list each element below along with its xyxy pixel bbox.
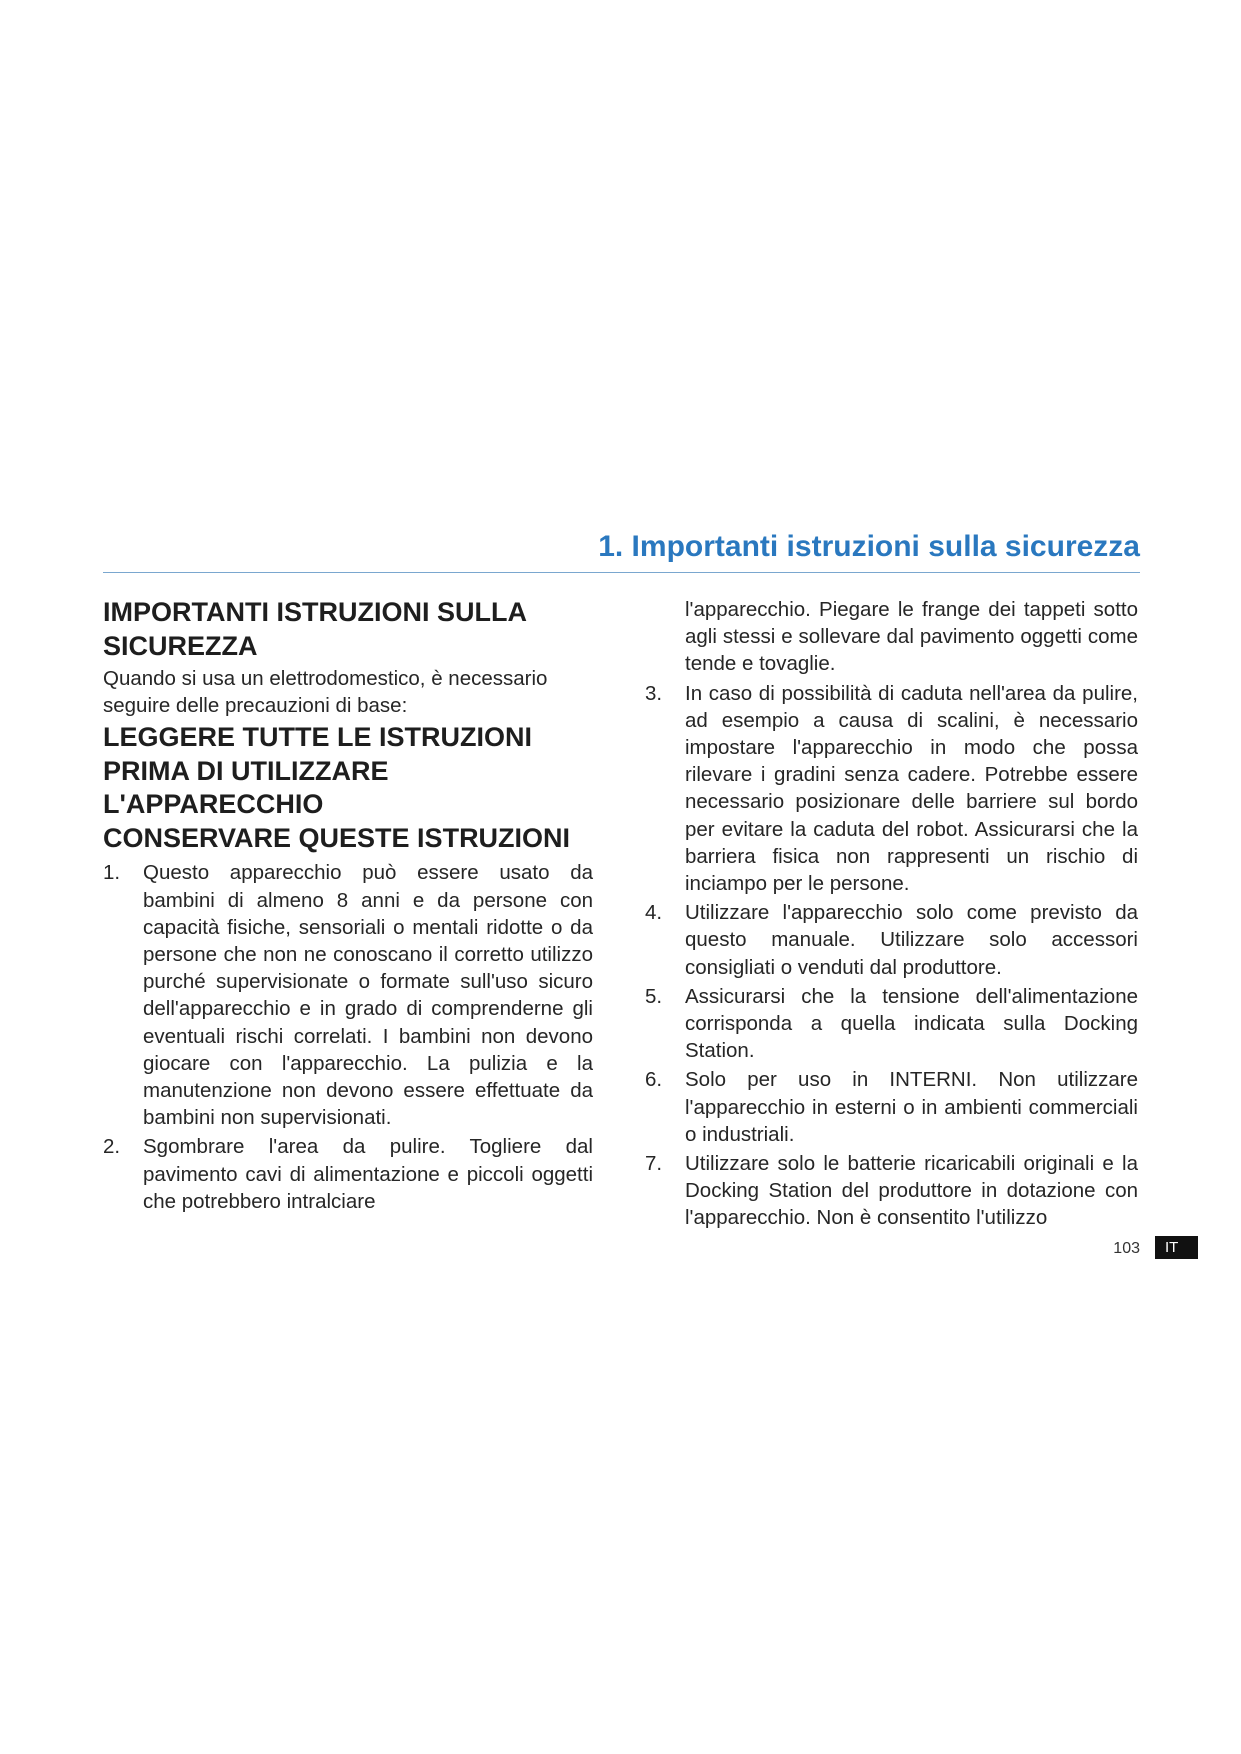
list-item (645, 983, 1138, 1065)
list-item-text: Utilizzare solo le batterie ricaricabili originali e la Docking Station del produttore in dotazione con l'apparecchio. Non è consentito l'utilizzo (685, 1152, 1138, 1230)
keep-instructions-heading: CONSERVARE QUESTE ISTRUZIONI (103, 822, 571, 853)
safety-list-left (103, 859, 593, 1215)
list-item-text: Utilizzare l'apparecchio solo come previsto da questo manuale. Utilizzare solo accessori consigliati o venduti dal produttore. (685, 901, 1138, 979)
list-item-text: Questo apparecchio può essere usato da bambini di almeno 8 anni e da persone con capacità fisiche, sensoriali o mentali ridotte o da persone che non ne conoscano il corretto utilizzo purché supervisionate o formate sull'uso sicuro dell'apparecchio e in grado di comprenderne gli eventuali rischi correlati. I bambini non devono giocare con l'apparecchio. La pulizia e la manutenzione non devono essere effettuate da bambini non supervisionati. (143, 861, 593, 1130)
list-item-number: 1. (103, 861, 121, 885)
list-item-number: 2. (103, 1135, 121, 1159)
list-item (103, 859, 593, 1131)
intro-paragraph: Quando si usa un elettrodomestico, è necessario seguire delle precauzioni di base: (103, 667, 548, 718)
list-item-number: 5. (645, 984, 663, 1008)
list-item (645, 1066, 1138, 1148)
list-item-number: 6. (645, 1068, 663, 1092)
read-instructions-heading: LEGGERE TUTTE LE ISTRUZIONI PRIMA DI UTILIZZARE L'APPARECCHIO (103, 722, 533, 820)
main-heading: IMPORTANTI ISTRUZIONI SULLA SICUREZZA (103, 597, 526, 661)
section-title: 1. Importanti istruzioni sulla sicurezza (598, 530, 1140, 563)
page-number: 103 (1113, 1240, 1140, 1257)
left-column (103, 596, 593, 1217)
list-item-number: 7. (645, 1152, 663, 1176)
list-item-number: 4. (645, 901, 663, 925)
list-item (103, 1133, 593, 1215)
list-item-number: 3. (645, 681, 663, 705)
list-item (645, 1150, 1138, 1232)
list-item-text: In caso di possibilità di caduta nell'area da pulire, ad esempio a causa di scalini, è necessario impostare l'apparecchio in modo che possa rilevare i gradini senza cadere. Potrebbe essere necessario posizionare delle barriere sul bordo per evitare la caduta del robot. Assicurarsi che la barriera fisica non rappresenti un rischio di inciampo per le persone. (685, 681, 1138, 896)
list-item-text: Assicurarsi che la tensione dell'alimentazione corrisponda a quella indicata sulla Docking Station. (685, 984, 1138, 1063)
list-item (645, 680, 1138, 898)
list-item-text: Sgombrare l'area da pulire. Togliere dal pavimento cavi di alimentazione e piccoli oggetti che potrebbero intralciare (143, 1135, 593, 1213)
safety-list-right (645, 680, 1138, 1232)
list-item (645, 899, 1138, 981)
list-item-continuation: l'apparecchio. Piegare le frange dei tappeti sotto agli stessi e sollevare dal pavimento oggetti come tende e tovaglie. (685, 598, 1138, 676)
list-item-text: Solo per uso in INTERNI. Non utilizzare l'apparecchio in esterni o in ambienti commerciali o industriali. (685, 1068, 1138, 1146)
right-column (645, 596, 1138, 1234)
heading-group (103, 721, 593, 855)
title-divider (103, 572, 1140, 573)
language-badge: IT (1155, 1236, 1198, 1259)
